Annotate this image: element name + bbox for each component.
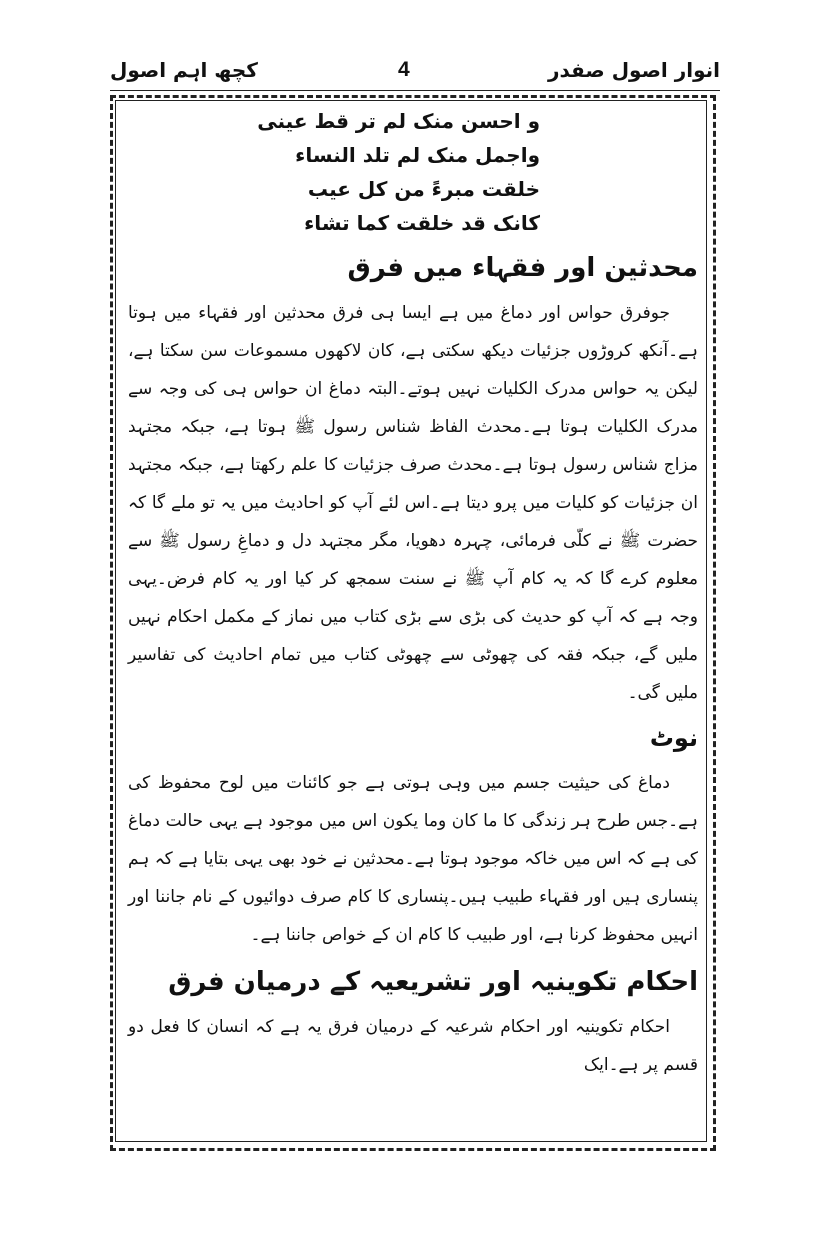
section-paragraph: احکام تکوینیہ اور احکام شرعیہ کے درمیان فرق یہ ہے کہ انسان کا فعل دو قسم پر ہے۔ایک: [128, 1017, 698, 1075]
section-heading: احکام تکوینیہ اور تشریعیہ کے درمیان فرق: [168, 967, 698, 997]
page-header: [110, 58, 720, 92]
note-paragraph: دماغ کی حیثیت جسم میں وہی ہوتی ہے جو کائنات میں لوح محفوظ کی ہے۔جس طرح ہر زندگی کا ما کان وما یکون اس میں موجود ہے یہی حالت دماغ کی ہے کہ اس میں خاکہ موجود ہوتا ہے۔محدثین نے خود بھی یہی بتایا ہے کہ ہم پنساری ہیں اور فقہاء طبیب ہیں۔پنساری کا کام صرف دوائیوں کے نام جاننا اور انہیں محفوظ کرنا ہے، اور طبیب کا کام ان کے خواص جاننا ہے۔: [128, 773, 698, 945]
poem-line: و احسن منک لم تر قط عینی: [257, 109, 540, 133]
section-heading: محدثین اور فقہاء میں فرق: [347, 253, 698, 283]
page-number: 4: [398, 58, 410, 81]
section-paragraph: جوفرق حواس اور دماغ میں ہے ایسا ہی فرق محدثین اور فقہاء میں ہوتا ہے۔آنکھ کروڑوں جزئیات دیکھ سکتی ہے، کان لاکھوں مسموعات سن سکتا ہے، لیکن یہ حواس مدرک الکلیات نہیں ہوتے۔البتہ دماغ ان حواس ہی کی وجہ سے مدرک الکلیات ہوتا ہے۔محدث الفاظ شناس رسول ﷺ ہوتا ہے، جبکہ مجتہد مزاج شناس رسول ہوتا ہے۔محدث صرف جزئیات کا علم رکھتا ہے، جبکہ مجتہد ان جزئیات کو کلیات میں پرو دیتا ہے۔اس لئے آپ کو احادیث میں یہ تو ملے گا کہ حضرت ﷺ نے کلّی فرمائی، چہرہ دھویا، مگر مجتہد دل و دماغِ رسول ﷺ سے معلوم کرے گا کہ یہ کام آپ ﷺ نے سنت سمجھ کر کیا اور یہ کام فرض۔یہی وجہ ہے کہ آپ کو حدیث کی بڑی سے بڑی کتاب میں نماز کے مکمل احکام نہیں ملیں گے، جبکہ فقہ کی چھوٹی سے چھوٹی کتاب میں تمام احادیث کی تفاسیر ملیں گی۔: [128, 303, 698, 703]
page-body: [128, 104, 698, 1084]
chapter-title: کچھ اہم اصول: [110, 58, 258, 82]
poem-verse: [128, 104, 698, 240]
poem-line: واجمل منک لم تلد النساء: [295, 143, 540, 167]
note-heading: نوٹ: [649, 724, 698, 752]
poem-line: کانک قد خلقت کما تشاء: [304, 211, 540, 235]
book-title: انوار اصول صفدر: [547, 58, 720, 82]
header-rule: [110, 90, 720, 91]
poem-line: خلقت مبرءً من کل عیب: [307, 177, 540, 201]
